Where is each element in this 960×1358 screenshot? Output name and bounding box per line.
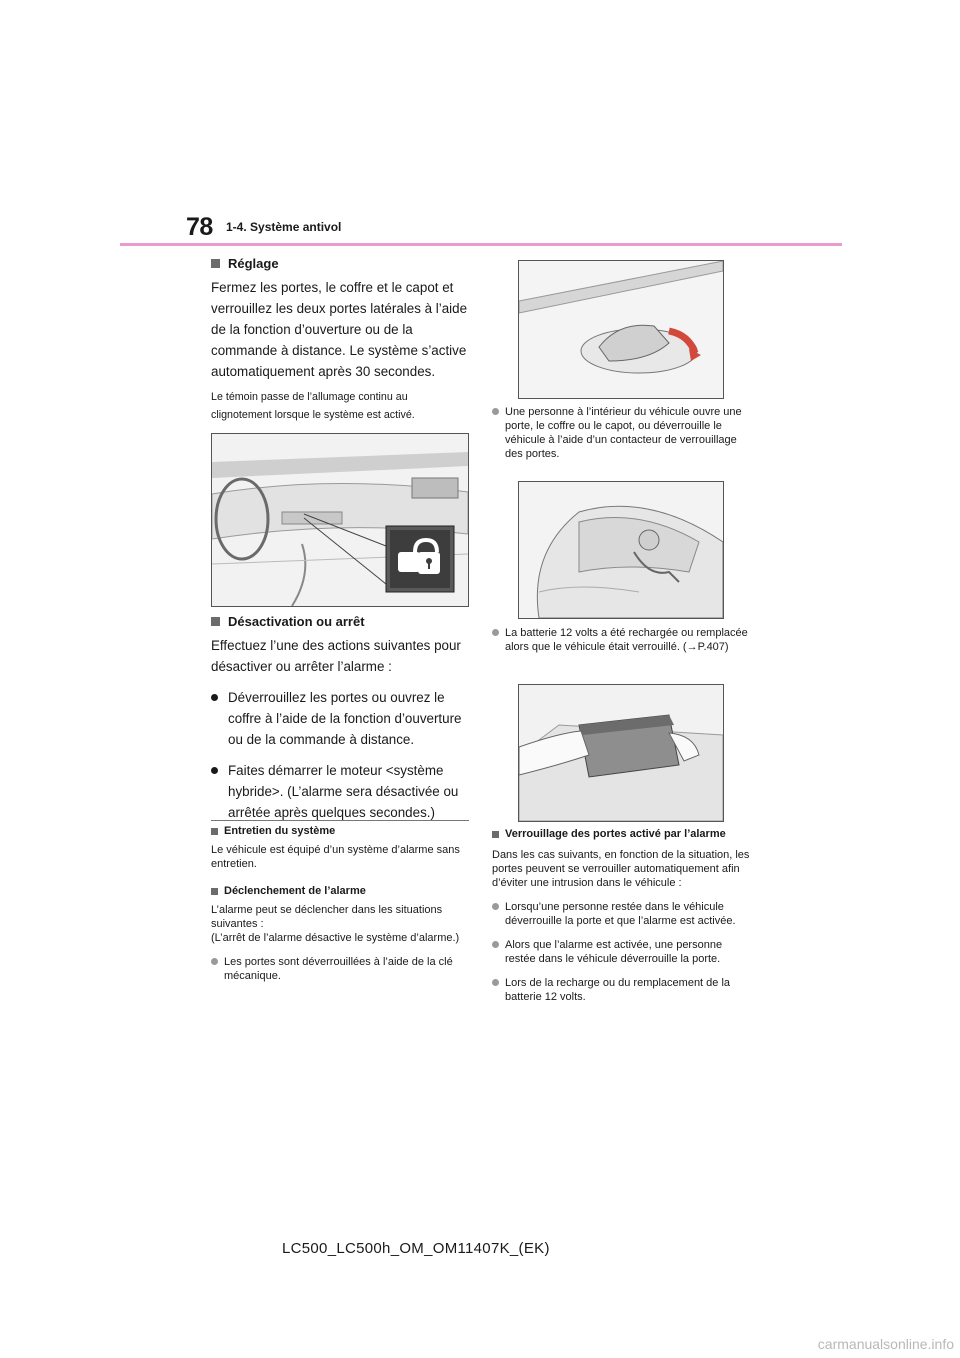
entretien-heading bbox=[211, 825, 469, 837]
bullet-icon bbox=[211, 694, 218, 701]
desactivation-heading bbox=[211, 614, 469, 629]
verrouillage-heading bbox=[492, 828, 750, 840]
declenchement-title: Déclenchement de l’alarme bbox=[224, 885, 366, 897]
declenchement-body: L’alarme peut se déclencher dans les situations suivantes : bbox=[211, 904, 443, 930]
watermark: carmanualsonline.info bbox=[817, 1336, 954, 1352]
list-item bbox=[211, 955, 469, 983]
battery-illustration bbox=[519, 685, 723, 821]
person-in-car-figure bbox=[518, 481, 724, 619]
right-caption-2 bbox=[492, 626, 750, 654]
square-bullet-icon bbox=[211, 828, 218, 835]
reglage-heading bbox=[211, 256, 469, 271]
list-item bbox=[211, 760, 469, 823]
verrouillage-title: Verrouillage des portes activé par l’alarme bbox=[505, 828, 726, 840]
list-item-text: Lors de la recharge ou du remplacement de la batterie 12 volts. bbox=[505, 977, 731, 1003]
dashboard-figure bbox=[211, 433, 469, 607]
square-bullet-icon bbox=[211, 617, 220, 626]
section-divider bbox=[211, 820, 469, 821]
list-item bbox=[492, 626, 750, 654]
right-caption-1 bbox=[492, 405, 750, 461]
square-bullet-icon bbox=[211, 888, 218, 895]
reglage-body: Fermez les portes, le coffre et le capot et verrouillez les deux portes latérales à l’aide de la fonction d’ouverture ou de la commande à distance. Le système s’active automatiquement après 30 secondes. bbox=[211, 280, 468, 379]
list-item bbox=[492, 976, 750, 1004]
person-in-car-illustration bbox=[519, 482, 723, 618]
list-item-text: Déverrouillez les portes ou ouvrez le coffre à l’aide de la fonction d’ouverture ou de la commande à distance. bbox=[228, 690, 462, 747]
verrouillage-section bbox=[492, 828, 750, 1004]
reglage-section bbox=[211, 256, 469, 424]
square-bullet-icon bbox=[211, 259, 220, 268]
list-item-text: Les portes sont déverrouillées à l’aide de la clé mécanique. bbox=[224, 956, 453, 982]
desactivation-intro: Effectuez l’une des actions suivantes pour désactiver ou arrêter l’alarme : bbox=[211, 638, 461, 674]
bullet-icon bbox=[492, 408, 499, 415]
verrouillage-body: Dans les cas suivants, en fonction de la situation, les portes peuvent se verrouiller automatiquement afin d’éviter une intrusion dans le véhicule : bbox=[492, 849, 750, 889]
bullet-icon bbox=[211, 958, 218, 965]
desactivation-section bbox=[211, 614, 469, 823]
list-item bbox=[492, 900, 750, 928]
door-handle-illustration bbox=[519, 261, 723, 398]
list-item-text: Lorsqu’une personne restée dans le véhicule déverrouille la porte et que l’alarme est activée. bbox=[505, 901, 736, 927]
reglage-title: Réglage bbox=[228, 256, 279, 271]
bullet-icon bbox=[492, 903, 499, 910]
document-id: LC500_LC500h_OM_OM11407K_(EK) bbox=[282, 1240, 550, 1257]
bullet-icon bbox=[492, 941, 499, 948]
entretien-body: Le véhicule est équipé d’un système d’alarme sans entretien. bbox=[211, 844, 460, 870]
list-item bbox=[492, 938, 750, 966]
bullet-icon bbox=[492, 629, 499, 636]
list-item bbox=[211, 687, 469, 750]
list-item-text: Alors que l’alarme est activée, une personne restée dans le véhicule déverrouille la porte. bbox=[505, 939, 723, 965]
list-item-text: Une personne à l’intérieur du véhicule ouvre une porte, le coffre ou le capot, ou déverrouille le véhicule à l’aide d’un contacteur de verrouillage des portes. bbox=[505, 406, 742, 460]
declenchement-body-2: (L’arrêt de l’alarme désactive le système d’alarme.) bbox=[211, 932, 460, 944]
bullet-icon bbox=[492, 979, 499, 986]
entretien-title: Entretien du système bbox=[224, 825, 336, 837]
bullet-icon bbox=[211, 767, 218, 774]
list-item-text: Faites démarrer le moteur <système hybride>. (L’alarme sera désactivée ou arrêtée après quelques secondes.) bbox=[228, 763, 459, 820]
dashboard-illustration bbox=[212, 434, 468, 606]
entretien-section bbox=[211, 825, 469, 983]
square-bullet-icon bbox=[492, 831, 499, 838]
declenchement-heading bbox=[211, 885, 469, 897]
battery-figure bbox=[518, 684, 724, 822]
reglage-note: Le témoin passe de l’allumage continu au clignotement lorsque le système est activé. bbox=[211, 391, 415, 421]
header-rule bbox=[120, 243, 842, 246]
desactivation-title: Désactivation ou arrêt bbox=[228, 614, 365, 629]
section-title: 1-4. Système antivol bbox=[226, 220, 342, 234]
list-item-text: La batterie 12 volts a été rechargée ou remplacée alors que le véhicule était verrouillé. (→P.407) bbox=[505, 627, 748, 653]
page-number: 78 bbox=[186, 213, 213, 241]
list-item bbox=[492, 405, 750, 461]
door-handle-figure bbox=[518, 260, 724, 399]
